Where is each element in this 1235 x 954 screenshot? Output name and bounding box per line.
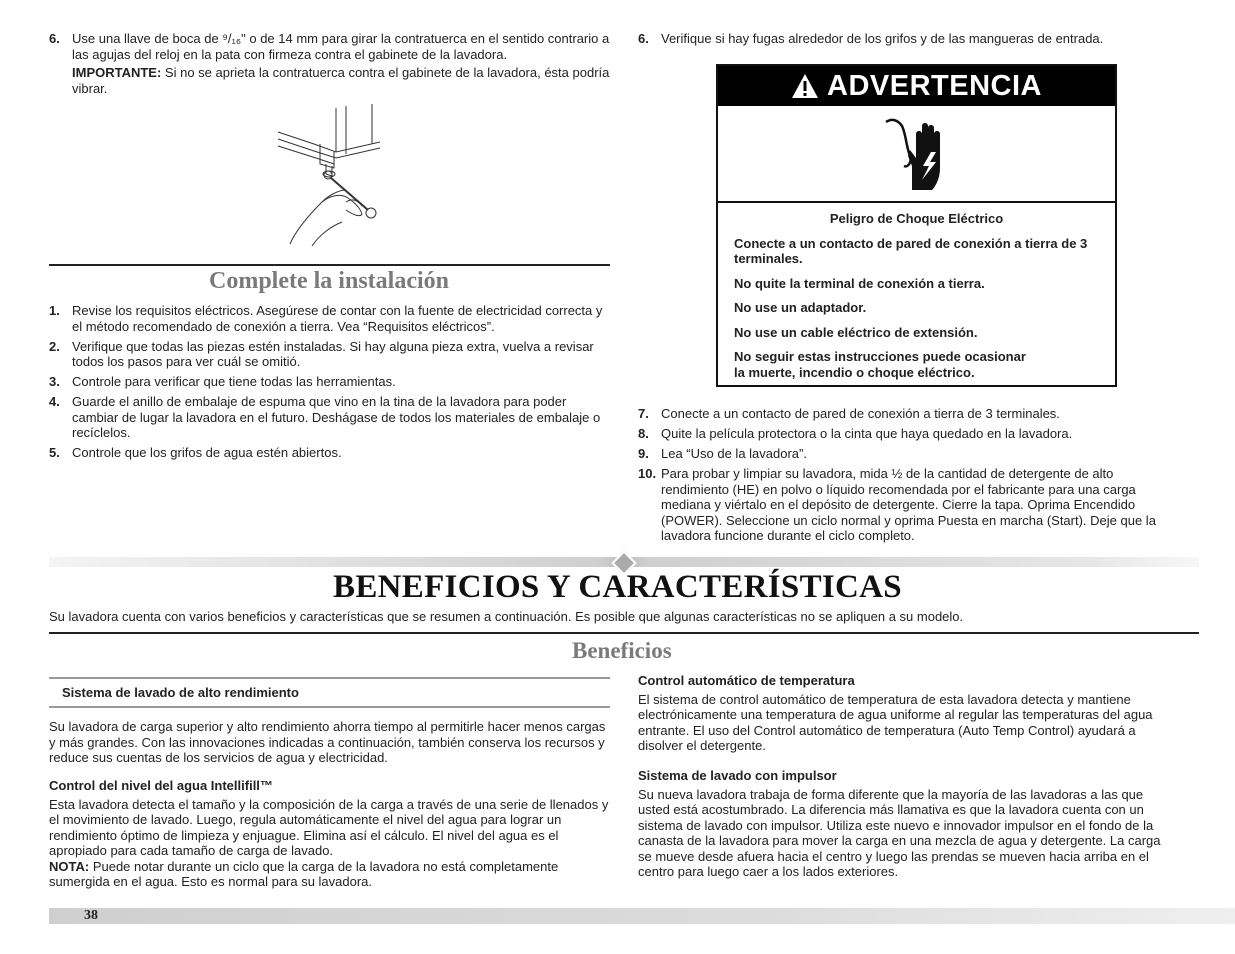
list-item — [49, 303, 611, 334]
item-number: 9. — [638, 446, 649, 461]
electric-shock-hand-icon — [882, 116, 952, 192]
intellifill-text: Esta lavadora detecta el tamaño y la composición de la carga a través de una serie de llenados y el movimiento de lavado. Luego, regula automáticamente el nivel del agua para lograr un rendimiento óptimo de limpieza y enjuague. Elimina así el cálculo. El nivel del agua es el apropiado para cada tamaño de carga de lavado. — [49, 796, 609, 858]
benefits-subtitle: Beneficios — [572, 638, 672, 663]
footer-band — [49, 908, 1235, 924]
item-number: 10. — [638, 466, 657, 481]
step-text: Use una llave de boca de ⁹/₁₆" o de 14 mm para girar la contratuerca en el sentido contrario a las agujas del reloj en la pata con firmeza contra el gabinete de la lavadora. — [72, 31, 610, 62]
list-item — [49, 394, 611, 441]
item-number: 5. — [49, 445, 60, 460]
impeller-block — [638, 768, 1176, 880]
left-column-top — [49, 31, 611, 101]
item-text: Lea “Uso de la lavadora”. — [661, 446, 807, 461]
high-efficiency-text: Su lavadora de carga superior y alto rendimiento ahorra tiempo al permitirle hacer menos cargas y más grandes. Con las innovaciones indicadas a continuación, también conserva los recursos y reduce sus cuentas de los servicios de agua y electricidad. — [49, 719, 606, 765]
warning-body — [718, 203, 1115, 380]
warning-line: No use un adaptador. — [734, 300, 867, 315]
item-number: 8. — [638, 426, 649, 441]
warning-header — [718, 66, 1115, 106]
item-number: 1. — [49, 303, 60, 318]
warning-line: No quite la terminal de conexión a tierra. — [734, 275, 985, 291]
list-item — [638, 406, 1176, 422]
list-item — [49, 445, 611, 461]
item-text: Conecte a un contacto de pared de conexión a tierra de 3 terminales. — [661, 406, 1060, 421]
list-item — [638, 466, 1176, 544]
warning-line: No use un cable eléctrico de extensión. — [734, 324, 978, 340]
intellifill-heading: Control del nivel del agua Intellifill™ — [49, 778, 273, 793]
warning-box — [716, 64, 1117, 387]
impeller-text: Su nueva lavadora trabaja de forma diferente que la mayoría de las lavadoras a las que usted está acostumbrado. La diferencia más llamativa es que la lavadora cuenta con un sistema de lavado con impulsor. Utiliza este nuevo e innovador impulsor en el fondo de la canasta de la lavadora para mover la carga en una mezcla de agua y detergente. La carga se mueve desde afuera hacia el centro y luego las prendas se mueven hacia arriba en el centro para luego caer a los lados exteriores. — [638, 786, 1161, 879]
item-text: Para probar y limpiar su lavadora, mida ½ de la cantidad de detergente de alto rendimiento (HE) en polvo o líquido recomendada por el fabricante para una carga mediana y viértalo en el depósito de detergente. Cierre la tapa. Oprima Encendido (POWER). Seleccione un ciclo normal y oprima Puesta en marcha (Start). Deje que la lavadora funcione durante el ciclo completo. — [661, 466, 1156, 543]
list-item — [638, 446, 1176, 462]
item-number: 4. — [49, 394, 60, 409]
warning-line: No seguir estas instrucciones puede ocasionar la muerte, incendio o choque eléctrico. — [734, 349, 1026, 380]
list-item — [49, 339, 611, 370]
benefits-main-title: BENEFICIOS Y CARACTERÍSTICAS — [333, 569, 902, 605]
item-number: 3. — [49, 374, 60, 389]
list-item — [49, 374, 611, 390]
page-number: 38 — [84, 908, 98, 923]
benefits-rule — [49, 632, 1199, 634]
warning-line: Conecte a un contacto de pared de conexión a tierra de 3 terminales. — [734, 235, 1088, 266]
important-label: IMPORTANTE: — [72, 65, 162, 80]
high-efficiency-block — [49, 719, 611, 766]
item-text: Guarde el anillo de embalaje de espuma que vino en la tina de la lavadora para poder cambiar de lugar la lavadora en el futuro. Deshágase de todos los materiales de embalaje o recíclelos. — [72, 394, 601, 440]
auto-temp-text: El sistema de control automático de temperatura de esta lavadora detecta y mantiene electrónicamente una temperatura de agua uniforme al regular las temperaturas del agua entrante. El uso del Control automático de temperatura (Auto Temp Control) ayudará a disolver el detergente. — [638, 691, 1153, 753]
item-text: Quite la película protectora o la cinta que haya quedado en la lavadora. — [661, 426, 1073, 441]
intellifill-block — [49, 778, 611, 890]
item-text: Controle para verificar que tiene todas las herramientas. — [72, 374, 396, 389]
auto-temp-heading: Control automático de temperatura — [638, 673, 855, 688]
item-number: 7. — [638, 406, 649, 421]
heading-text: Sistema de lavado de alto rendimiento — [62, 685, 299, 700]
wrench-illustration — [276, 94, 388, 248]
step-6-left — [49, 31, 611, 96]
warning-title: ADVERTENCIA — [827, 69, 1042, 102]
note-text: Puede notar durante un ciclo que la carga de la lavadora no está completamente sumergida en el agua. Esto es normal para su lavadora. — [49, 858, 559, 889]
step-text: Verifique si hay fugas alrededor de los grifos y de las mangueras de entrada. — [661, 31, 1104, 46]
section-rule — [49, 264, 610, 266]
auto-temp-block — [638, 673, 1176, 754]
item-text: Revise los requisitos eléctricos. Asegúrese de contar con la fuente de electricidad correcta y el método recomendado de conexión a tierra. Vea “Requisitos eléctricos”. — [72, 303, 603, 334]
complete-install-list — [49, 303, 611, 465]
right-column-top — [638, 31, 1176, 51]
right-steps-list — [638, 406, 1176, 548]
warning-hazard: Peligro de Choque Eléctrico — [829, 211, 1004, 226]
step-number: 6. — [638, 31, 649, 46]
benefits-intro: Su lavadora cuenta con varios beneficios y características que se resumen a continuación. Es posible que algunas características no se apliquen a su modelo. — [49, 609, 964, 624]
shock-icon-area — [718, 106, 1115, 203]
note-label: NOTA: — [49, 858, 90, 874]
high-efficiency-heading — [49, 677, 610, 708]
list-item — [638, 426, 1176, 442]
warning-triangle-icon — [791, 73, 819, 99]
item-number: 2. — [49, 338, 60, 354]
item-text: Controle que los grifos de agua estén abiertos. — [72, 445, 342, 460]
step-number: 6. — [49, 31, 60, 46]
item-text: Verifique que todas las piezas estén instaladas. Si hay alguna pieza extra, vuelva a revisar todos los pasos para ver cuál se omitió. — [72, 338, 594, 369]
important-text: Si no se aprieta la contratuerca contra el gabinete de la lavadora, ésta podría vibrar. — [72, 65, 610, 96]
complete-install-title: Complete la instalación — [209, 268, 449, 294]
step-6-right — [638, 31, 1176, 47]
impeller-heading: Sistema de lavado con impulsor — [638, 768, 837, 783]
